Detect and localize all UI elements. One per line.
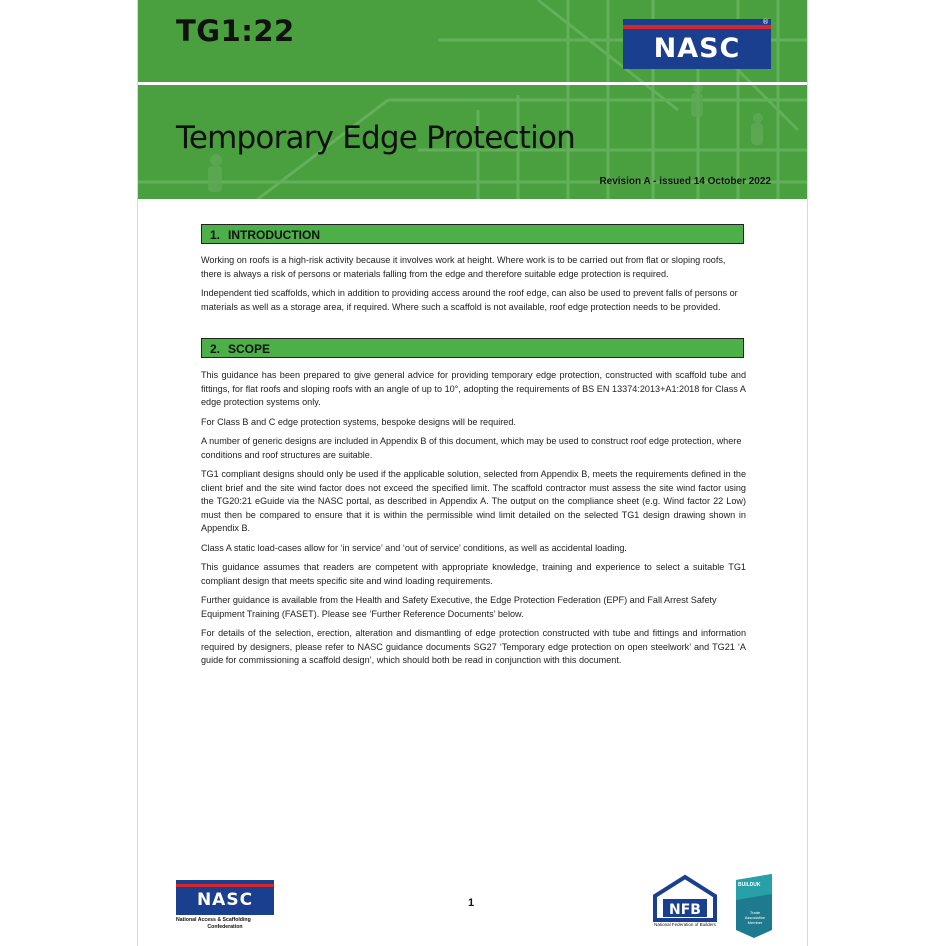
main-content [201,224,746,668]
paragraph: Class A static load-cases allow for ‘in service’ and ‘out of service’ conditions, as well as accidental loading. [201,542,627,553]
section-number: 2. [210,342,221,356]
registered-mark: ® [762,18,769,26]
paragraph: A number of generic designs are included in Appendix B of this document, which may be used to construct roof edge protection, where conditions and roof structures are suitable. [201,436,742,460]
nasc-logo-text: NASC [653,33,741,64]
paragraph: For details of the selection, erection, alteration and dismantling of edge protection constructed with tube and fittings and information required by designers, please refer to NASC guidance documents SG27 ‘Temporary edge protection on open steelwork’ and TG21 ‘A guide for commissioning a scaffold design’, which should both be read in conjunction with this document. [201,628,746,665]
header-divider [138,82,808,85]
nasc-full-name-2: Confederation [207,924,243,930]
section-introduction [201,224,746,314]
document-title: Temporary Edge Protection [176,120,575,156]
revision-note: Revision A - issued 14 October 2022 [599,176,771,187]
nasc-full-name: National Access & Scaffolding [176,917,251,923]
document-code: TG1:22 [176,14,295,48]
builduk-badge [736,874,772,938]
header-banner [138,0,808,199]
footer-nasc-text: NASC [196,890,254,910]
builduk-member-text: Trade Association Member [744,910,766,925]
paragraph: TG1 compliant designs should only be used if the applicable solution, selected from Appendix B, meets the requirements defined in the client brief and the site wind factor does not exceed the specified limit. The scaffold contractor must assess the site wind factor using the TG20:21 eGuide via the NASC portal, as described in Appendix A. The output on the compliance sheet (e.g. Wind factor 22 Low) must then be compared to ensure that it is within the permissible wind limit detailed on the selected TG1 design drawing shown in Appendix B. [201,469,746,533]
page-number: 1 [468,897,475,909]
section-heading [201,224,744,244]
nfb-logo-text: NFB [669,902,701,918]
paragraph: For Class B and C edge protection systems, bespoke designs will be required. [201,416,516,427]
document-page [137,0,808,946]
builduk-text: BUILDUK [738,882,761,888]
paragraph: This guidance assumes that readers are competent with appropriate knowledge, training and experience to select a suitable TG1 compliant design that meets specific site and wind loading requirements. [201,562,746,586]
paragraph: Further guidance is available from the Health and Safety Executive, the Edge Protection Federation (EPF) and Fall Arrest Safety Equipment Training (FASET). Please see ‘Further Reference Documents’ below. [201,595,717,619]
nfb-logo [652,874,718,930]
section-number: 1. [210,228,221,242]
nasc-logo [623,19,771,69]
paragraph: Independent tied scaffolds, which in addition to providing access around the roof edge, can also be used to prevent falls of persons or materials as well as a storage area, if required. Where such a scaffold is not available, roof edge protection needs to be provided. [201,288,738,312]
section-title: SCOPE [228,342,271,356]
section-heading [201,338,744,358]
section-title: INTRODUCTION [228,228,320,242]
nfb-full-name: National Federation of Builders [654,922,716,927]
paragraph: Working on roofs is a high-risk activity because it involves work at height. Where work is to be carried out from flat or sloping roofs, there is always a risk of persons or materials falling from the edge and therefore suitable edge protection is required. [201,255,726,279]
footer-nasc-logo [176,880,274,932]
nfb-house-icon [652,874,718,922]
paragraph: This guidance has been prepared to give general advice for providing temporary edge protection, constructed with scaffold tube and fittings, for flat roofs and sloping roofs with an angle of up to 10°, adopting the requirements of BS EN 13374:2013+A1:2018 for Class A edge protection systems only. [201,370,746,407]
logo-red-stripe [176,884,274,887]
logo-red-stripe [623,25,771,29]
section-scope [201,338,746,668]
